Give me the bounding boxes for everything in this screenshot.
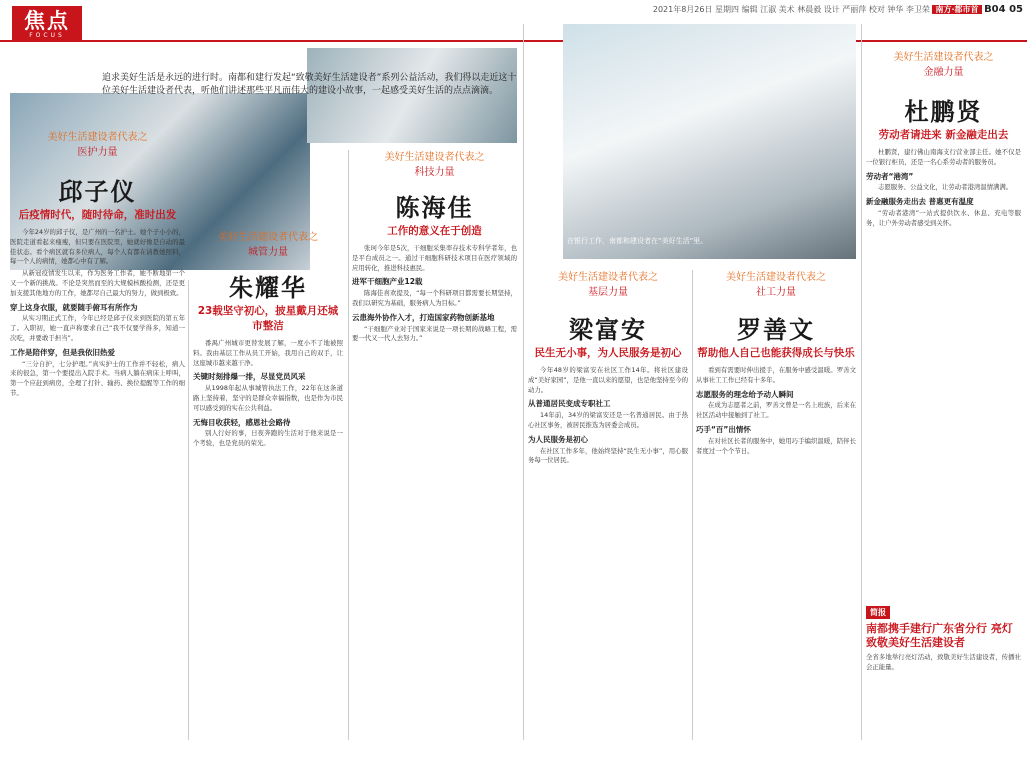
paragraph: 杜鹏贤，建行佛山南海支行营业部主任。她不仅是一位银行柜员，还是一名心系劳动者的服务员。 xyxy=(866,148,1021,166)
article-subhead: 穿上这身衣服，就要随手俯耳有所作为 xyxy=(10,302,138,312)
article-deck: 后疫情时代，随时待命，准时出发 xyxy=(18,209,177,221)
paragraph: 在社区工作多年，他始终坚持“民生无小事”，用心服务每一位居民。 xyxy=(528,446,688,465)
section-badge: 南方·都市首 xyxy=(932,5,981,14)
article-name: 邱子仪 xyxy=(58,178,137,206)
paragraph: 今年24岁的邱子仪，是广州的一名护士。她个子小小的，医院走道看起来瘦瘦，但只要在医院里，她就好像是自动的最佳状态。看个病区就有多位病人，每个人有都在请教她照料，每一个人的病情，她都心中有了解。 xyxy=(10,228,185,266)
article-field: 医护力量 xyxy=(77,147,118,158)
paragraph: “劳动者港湾”一站式提供饮水、休息、充电等服务，让户外劳动者感受到关怀。 xyxy=(866,208,1021,227)
paragraph: 番禺广州城市更替发展了解，一度小不了地被照料。我由基层工作从员工开始，我用自己的双手，让这座城市越来越干净。 xyxy=(193,339,343,367)
article-kicker: 美好生活建设者代表之 xyxy=(558,272,658,283)
masthead-logo-text: 焦点 xyxy=(24,9,70,33)
article-subhead: 志愿服务的理念给予动人瞬间 xyxy=(696,389,794,399)
article-kicker: 美好生活建设者代表之 xyxy=(726,272,826,283)
article-liang xyxy=(528,268,688,746)
article-field: 科技力量 xyxy=(414,167,455,178)
article-field: 金融力量 xyxy=(923,67,964,78)
article-kicker: 美好生活建设者代表之 xyxy=(893,52,994,63)
paragraph: 从实习期正式工作，今年已经是邱子仪来到医院的第五年了。入职初，她一直声称要求自己“我不仅要学得多，知道一次吃，并要敢于担当”。 xyxy=(10,314,185,342)
article-qiu xyxy=(10,128,185,708)
article-name: 朱耀华 xyxy=(229,274,307,302)
paragraph: 看到有需要时伸出援手，在服务中感受温暖。罗善文从事社工工作已经有十多年。 xyxy=(696,366,856,384)
article-field: 基层力量 xyxy=(588,287,628,298)
article-body xyxy=(352,244,517,754)
article-kicker: 美好生活建设者代表之 xyxy=(384,152,485,163)
article-body xyxy=(10,228,185,708)
column-divider xyxy=(188,280,189,740)
article-du xyxy=(866,48,1021,568)
article-subhead: 工作是陪伴穿，但是我依旧热爱 xyxy=(10,347,115,357)
article-subhead: 关键时刻排爆一排，尽显党员风采 xyxy=(193,372,306,382)
article-name: 梁富安 xyxy=(569,316,647,344)
column-divider xyxy=(692,270,693,740)
brief-body: 全省多地举行亮灯活动，致敬美好生活建设者，传播社会正能量。 xyxy=(866,653,1021,671)
paragraph: 陈海佳喜欢提及，“每一个科研项目都需要长期坚持，我们以研究为基础，服务病人为目标。” xyxy=(352,289,517,307)
page-number: B04 05 xyxy=(984,4,1023,15)
article-deck: 帮助他人自己也能获得成长与快乐 xyxy=(697,347,855,359)
editors-line: 编辑 江淑 美术 林晨毅 设计 严丽萍 校对 钟华 李卫荣 xyxy=(741,5,930,14)
paragraph: 张珂今年是5次，干细胞采集率存技术专科学者年，也是平台成员之一。通过干细胞科研技术项目在医疗领域的应用转化，推进科技惠民。 xyxy=(352,244,517,272)
article-field: 城管力量 xyxy=(248,247,288,258)
article-subhead: 从普通居民变成专职社工 xyxy=(528,399,611,409)
paragraph: 在对社区长者的服务中，她用巧手编织温暖，陪伴长者度过一个个节日。 xyxy=(696,436,856,455)
photo-bank-worker-child xyxy=(563,24,856,259)
article-name: 陈海佳 xyxy=(395,194,474,222)
article-name: 杜鹏贤 xyxy=(904,98,983,126)
paragraph: 别人行好的事，日夜奔跑的生活对于他来说是一个考验，也是党员的荣光。 xyxy=(193,429,343,448)
article-luo xyxy=(696,268,856,746)
article-subhead: 劳动者“港湾” xyxy=(866,171,914,181)
issue-date: 2021年8月26日 星期四 xyxy=(652,5,740,14)
article-field: 社工力量 xyxy=(756,287,796,298)
article-body xyxy=(696,366,856,746)
column-divider xyxy=(348,150,349,740)
article-subhead: 为人民服务是初心 xyxy=(528,434,588,444)
masthead-sub: FOCUS xyxy=(29,32,65,39)
article-name: 罗善文 xyxy=(737,316,815,344)
paragraph: 从新冠疫情发生以来，作为医务工作者，她不断地第一个又一个新的挑战。不论是突然而至的大规模核酸检测，还是更加支援其他地方的工作，她都尽自己最大的努力，做到极致。 xyxy=(10,269,185,297)
article-subhead: 无悔目收获轻，感恩社会路待 xyxy=(193,417,291,427)
article-zhu xyxy=(193,228,343,759)
brief-title: 南都携手建行广东省分行 亮灯致敬美好生活建设者 xyxy=(866,622,1013,649)
paragraph: 今年48岁的梁富安在社区工作14年。将社区建设成“美好家园”，是他一直以来的愿望，也是他坚持至今的动力。 xyxy=(528,366,688,394)
article-subhead: 进军干细胞产业12载 xyxy=(352,277,423,287)
article-body xyxy=(193,339,343,759)
paragraph: 志愿服务、公益文化，让劳动者港湾温情满满。 xyxy=(878,183,1013,192)
photo-caption: 在银行工作，南都和建设者在“美好生活”里。 xyxy=(567,237,708,245)
paragraph: 从1998年起从事城管执法工作，22年在这条道路上坚持着，坚守的是群众幸福指数，也是作为市民可以感受到的实在公共利益。 xyxy=(193,384,343,412)
article-subhead: 新金融服务走出去 普惠更有温度 xyxy=(866,197,974,207)
brief-box xyxy=(866,600,1021,740)
article-body xyxy=(866,148,1021,568)
article-subhead: 巧手“百”出情怀 xyxy=(696,424,751,434)
article-kicker: 美好生活建设者代表之 xyxy=(47,132,148,143)
brief-tag: 简报 xyxy=(866,606,890,619)
article-deck: 23载坚守初心，披星戴月还城市整洁 xyxy=(197,305,339,332)
article-deck: 劳动者请进来 新金融走出去 xyxy=(878,129,1009,141)
article-deck: 民生无小事，为人民服务是初心 xyxy=(534,347,682,359)
article-body xyxy=(528,366,688,746)
column-divider xyxy=(861,24,862,740)
article-kicker: 美好生活建设者代表之 xyxy=(218,232,318,243)
paragraph: 14年前，34岁的梁富安还是一名普通居民。由于热心社区事务，被居民推选为居委会成员。 xyxy=(528,411,688,429)
paragraph: “干细胞产业对于国家来说是一项长期的战略工程，需要一代又一代人去努力。” xyxy=(352,324,517,343)
article-subhead: 云患海外协作入才，打造国家药物创新基地 xyxy=(352,312,495,322)
masthead-meta xyxy=(653,4,1023,15)
article-deck: 工作的意义在于创造 xyxy=(387,225,482,237)
column-divider xyxy=(523,24,524,740)
masthead-rule xyxy=(0,40,1027,42)
paragraph: “三分自护，七分护理。”真实护士的工作并不轻松，病人来的很急，第一个要提出入院手术。当病人躺在病床上呼叫，第一个应赶到病房，全理了打针、输药、换位提醒等工作的细节。 xyxy=(10,359,185,397)
intro-text: 追求美好生活是永远的进行时。南都和建行发起“致敬美好生活建设者”系列公益活动，我们得以走近这十位美好生活建设者代表，听他们讲述那些平凡而伟大的建设小故事，一起感受美好生活的点点滴滴。 xyxy=(102,73,517,96)
paragraph: 在成为志愿者之前，罗善文曾是一名上班族，后来在社区活动中接触到了社工。 xyxy=(696,401,856,420)
article-chen xyxy=(352,148,517,754)
